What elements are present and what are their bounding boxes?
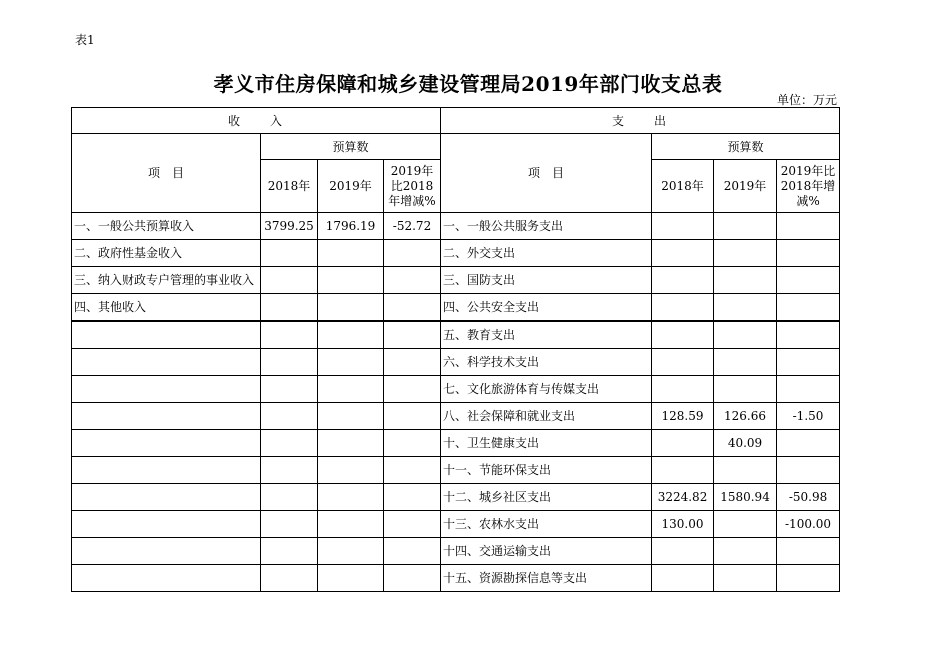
expense-2018-value [652,349,714,376]
expense-2018-value [652,321,714,349]
expense-2019-value [714,267,777,294]
table-row [72,213,840,240]
expense-2018-value [652,565,714,592]
expense-item: 一、一般公共服务支出 [441,213,652,240]
income-change-value [384,376,441,403]
income-2018-value [261,267,318,294]
income-2019-value [318,511,384,538]
sheet-tag: 表1 [75,33,95,47]
expense-2019-value [714,538,777,565]
expense-2019-value [714,376,777,403]
expense-item: 十、卫生健康支出 [441,430,652,457]
income-item [72,538,261,565]
income-col-2019: 2019年 [318,160,384,213]
income-change-value [384,511,441,538]
income-change-value [384,538,441,565]
expense-col-2019: 2019年 [714,160,777,213]
income-change-value: -52.72 [384,213,441,240]
expense-item: 十一、节能环保支出 [441,457,652,484]
income-item-header: 项 目 [72,134,261,213]
expense-change-value [777,376,840,403]
expense-item: 四、公共安全支出 [441,294,652,322]
table-row [72,376,840,403]
expense-2018-value [652,457,714,484]
income-item: 二、政府性基金收入 [72,240,261,267]
expense-item-header: 项 目 [441,134,652,213]
expense-change-value [777,457,840,484]
table-row [72,403,840,430]
budget-header-row [72,134,840,160]
income-2018-value [261,457,318,484]
income-item [72,430,261,457]
income-2018-value [261,376,318,403]
expense-2019-value: 40.09 [714,430,777,457]
expense-2019-value [714,565,777,592]
income-2019-value [318,565,384,592]
expense-item: 二、外交支出 [441,240,652,267]
income-2018-value [261,321,318,349]
income-item [72,321,261,349]
table-row [72,321,840,349]
income-2018-value [261,538,318,565]
expense-2018-value [652,430,714,457]
income-item [72,376,261,403]
income-2019-value [318,538,384,565]
income-2019-value [318,349,384,376]
expense-change-value [777,240,840,267]
expense-item: 五、教育支出 [441,321,652,349]
income-item: 四、其他收入 [72,294,261,322]
expense-change-value: -100.00 [777,511,840,538]
expense-2019-value [714,294,777,322]
income-item [72,484,261,511]
income-col-2018: 2018年 [261,160,318,213]
table-row [72,267,840,294]
income-change-value [384,430,441,457]
budget-summary-table [71,107,840,592]
expense-item: 八、社会保障和就业支出 [441,403,652,430]
income-budget-header: 预算数 [261,134,441,160]
page-title: 孝义市住房保障和城乡建设管理局2019年部门收支总表 [213,72,723,96]
expense-2019-value [714,321,777,349]
expense-change-value [777,294,840,322]
income-item: 一、一般公共预算收入 [72,213,261,240]
income-change-value [384,484,441,511]
expense-item: 六、科学技术支出 [441,349,652,376]
expense-item: 三、国防支出 [441,267,652,294]
income-2019-value [318,376,384,403]
income-2018-value [261,240,318,267]
table-row [72,565,840,592]
income-change-value [384,403,441,430]
table-row [72,349,840,376]
income-change-value [384,349,441,376]
income-item [72,511,261,538]
table-row [72,457,840,484]
unit-label: 单位：万元 [776,93,837,107]
expense-2018-value [652,376,714,403]
expense-change-value [777,321,840,349]
income-change-value [384,321,441,349]
expense-2019-value: 126.66 [714,403,777,430]
expense-2019-value [714,457,777,484]
section-header-row [72,108,840,134]
expense-change-value [777,565,840,592]
income-item: 三、纳入财政专户管理的事业收入 [72,267,261,294]
expense-budget-header: 预算数 [652,134,840,160]
income-item [72,349,261,376]
expense-2018-value [652,240,714,267]
expense-2018-value [652,538,714,565]
expense-2018-value [652,267,714,294]
income-2018-value [261,294,318,322]
expense-2019-value [714,213,777,240]
income-2019-value [318,267,384,294]
expense-2018-value: 130.00 [652,511,714,538]
expense-item: 十三、农林水支出 [441,511,652,538]
expense-change-value [777,213,840,240]
expense-change-value [777,267,840,294]
income-item [72,457,261,484]
income-change-value [384,457,441,484]
income-2019-value [318,457,384,484]
expense-2018-value: 128.59 [652,403,714,430]
table-row [72,294,840,322]
expense-change-value [777,538,840,565]
income-2018-value [261,403,318,430]
expense-change-value: -50.98 [777,484,840,511]
expense-2019-value: 1580.94 [714,484,777,511]
expense-2018-value: 3224.82 [652,484,714,511]
expense-item: 七、文化旅游体育与传媒支出 [441,376,652,403]
income-change-value [384,565,441,592]
expense-2019-value [714,240,777,267]
table-row [72,484,840,511]
income-2018-value [261,484,318,511]
expense-change-value [777,430,840,457]
income-col-change: 2019年比2018年增减% [384,160,441,213]
expense-col-2018: 2018年 [652,160,714,213]
table-row [72,538,840,565]
income-change-value [384,294,441,322]
income-2019-value [318,240,384,267]
expense-item: 十二、城乡社区支出 [441,484,652,511]
income-2019-value: 1796.19 [318,213,384,240]
income-2019-value [318,403,384,430]
expense-change-value [777,349,840,376]
income-2018-value [261,349,318,376]
expense-2019-value [714,511,777,538]
expense-item: 十五、资源勘探信息等支出 [441,565,652,592]
income-2019-value [318,484,384,511]
expense-col-change: 2019年比2018年增减% [777,160,840,213]
table-row [72,430,840,457]
table-row [72,511,840,538]
income-section-label: 收 入 [72,108,441,134]
income-2019-value [318,294,384,322]
income-change-value [384,240,441,267]
expense-item: 十四、交通运输支出 [441,538,652,565]
income-change-value [384,267,441,294]
income-2019-value [318,430,384,457]
expense-2018-value [652,213,714,240]
expense-section-label: 支 出 [441,108,840,134]
table-row [72,240,840,267]
income-2018-value [261,511,318,538]
income-2019-value [318,321,384,349]
income-item [72,565,261,592]
income-2018-value [261,430,318,457]
expense-2019-value [714,349,777,376]
expense-2018-value [652,294,714,322]
income-item [72,403,261,430]
expense-change-value: -1.50 [777,403,840,430]
income-2018-value [261,565,318,592]
income-2018-value: 3799.25 [261,213,318,240]
